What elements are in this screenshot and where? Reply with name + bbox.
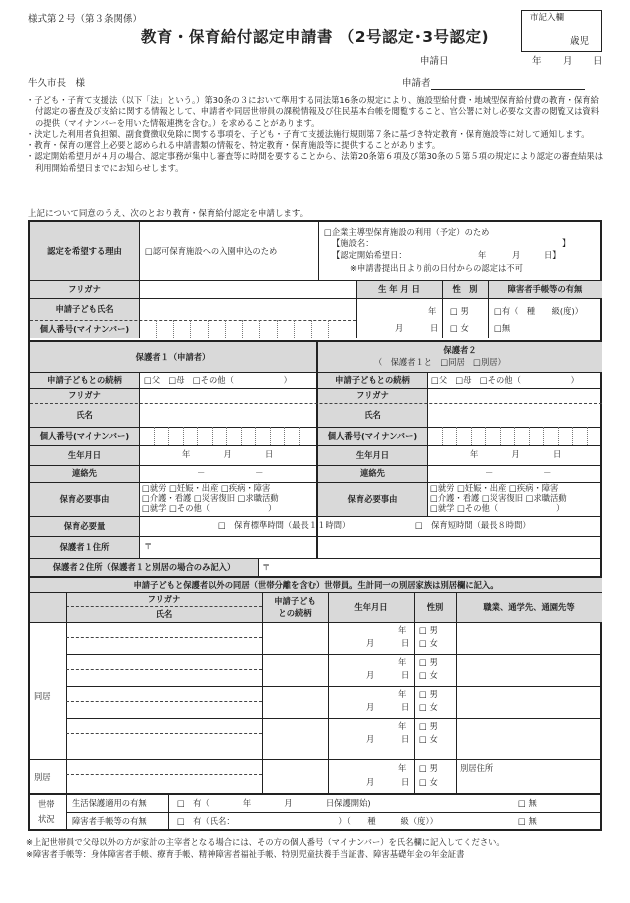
g1-reason-line1[interactable]: □就労 □妊娠・出産 □疾病・障害	[142, 483, 271, 493]
guardian1-title: 保護者１（申請者）	[135, 351, 211, 362]
g1-relation-options[interactable]: □父 □母 □その他（ ）	[144, 375, 292, 385]
child-birth-year[interactable]: 年	[428, 306, 437, 316]
member-birth-month[interactable]: 月	[366, 638, 375, 648]
g2-birth-value[interactable]: 年 月 日	[470, 449, 562, 459]
vline	[262, 592, 263, 794]
situation-label-2: 状況	[38, 814, 55, 824]
vline	[442, 280, 443, 338]
reason-option-company[interactable]: □企業主導型保育施設の利用（予定）のため	[324, 227, 490, 237]
separate-birth-day[interactable]: 日	[401, 777, 410, 787]
hline	[30, 465, 602, 466]
care-amount-label: 保育必要量	[63, 520, 106, 531]
g2-contact-label: 連絡先	[360, 468, 385, 479]
vline	[66, 592, 67, 794]
member-birth-year[interactable]: 年	[398, 657, 407, 667]
hline	[66, 606, 262, 607]
vline	[139, 372, 140, 516]
g2-reason-label: 保育必要事由	[347, 493, 398, 504]
member-birth-year[interactable]: 年	[398, 689, 407, 699]
date-month[interactable]: 月	[563, 56, 573, 67]
household-header: 申請子どもと保護者以外の同居（世帯分離を含む）世帯員。生計同一の別居家族は別居欄に記入。	[133, 579, 499, 590]
digit-cell[interactable]	[485, 427, 486, 445]
note-item: ・子ども・子育て支援法（以下「法」という。）第30条の３において準用する同法第16条の規定により、施設型給付費・地域型保育給付費の教育・保育給付認定の審査及び支給に関する情報として、申請者や同居世帯員の課税情報及び住民基本台帳を閲覧すること、官公署に対し必要な文書の閲覧又は資料の提供（マイナンバーを用いた情報連携を含む。）を求めることがあります。	[26, 95, 600, 128]
g2-mynumber-label: 個人番号(マイナンバー)	[327, 430, 418, 441]
digit-cell[interactable]	[226, 427, 227, 445]
child-gender-label: 性 別	[452, 283, 478, 294]
g2-contact-value[interactable]: － －	[485, 468, 552, 478]
start-date-note: ※申請書提出日より前の日付からの認定は不可	[350, 263, 523, 273]
member-birth-day[interactable]: 日	[401, 734, 410, 744]
g1-birth-label: 生年月日	[67, 449, 102, 460]
member-gender-male[interactable]: □ 男	[419, 721, 438, 731]
separate-gender-female[interactable]: □ 女	[419, 777, 438, 787]
hline	[66, 654, 602, 655]
vline	[139, 222, 140, 280]
digit-cell[interactable]	[587, 427, 588, 445]
note-item: ・認定開始希望月が４月の場合、認定事務が集中し審査等に時間を要することから、法第20条第６項及び第30条の５第５項の規定により認定の審査結果は利用開始希望日までにお知らせします。	[26, 151, 604, 173]
application-table	[28, 220, 602, 831]
child-furigana-label: フリガナ	[68, 283, 101, 294]
vline	[356, 280, 357, 338]
member-birth-month[interactable]: 月	[366, 702, 375, 712]
addressee: 牛久市長 様	[28, 78, 86, 89]
footer-note: ※上記世帯員で父母以外の方が家計の主宰者となる場合には、その方の個人番号（マイナンバー）を氏名欄に記入してください。	[26, 837, 505, 847]
disability-yes[interactable]: □ 有（氏名： ）（ 種 級（度））	[177, 816, 438, 826]
welfare-no[interactable]: □ 無	[518, 798, 537, 808]
child-gender-female[interactable]: □ 女	[450, 323, 469, 333]
digit-cell[interactable]	[558, 427, 559, 445]
hline	[30, 298, 602, 299]
g2-relation-label: 申請子どもとの続柄	[335, 374, 410, 385]
member-gender-female[interactable]: □ 女	[419, 734, 438, 744]
reason-label: 認定を希望する理由	[47, 245, 122, 256]
form-number: 様式第２号（第３条関係）	[28, 14, 143, 25]
city-entry-label: 市記入欄	[530, 13, 565, 23]
child-disability-no[interactable]: □無	[494, 323, 511, 333]
digit-cell[interactable]	[543, 427, 544, 445]
page-title: 教育・保育給付認定申請書 （2号認定･3号認定)	[140, 28, 490, 46]
digit-cell[interactable]	[284, 427, 285, 445]
child-birth-label: 生 年 月 日	[378, 283, 420, 294]
hline	[66, 686, 602, 687]
digit-cell[interactable]	[572, 427, 573, 445]
household-col-furigana: フリガナ	[147, 593, 181, 604]
vline	[66, 795, 67, 831]
city-entry-box	[521, 10, 602, 52]
hline	[66, 733, 262, 734]
digit-cell[interactable]	[255, 427, 256, 445]
child-birth-month[interactable]: 月	[395, 323, 404, 333]
digit-cell[interactable]	[212, 427, 213, 445]
g2-relation-options[interactable]: □父 □母 □その他（ ）	[431, 375, 579, 385]
vline	[488, 280, 489, 338]
address2-postal-mark[interactable]: 〒	[262, 562, 271, 572]
g1-reason-label: 保育必要事由	[59, 493, 110, 504]
child-birth-day[interactable]: 日	[430, 323, 439, 333]
applicant-label: 申請者	[402, 78, 431, 89]
hline	[66, 669, 262, 670]
digit-cell[interactable]	[168, 427, 169, 445]
separate-gender-male[interactable]: □ 男	[419, 763, 438, 773]
g1-relation-label: 申請子どもとの続柄	[47, 374, 122, 385]
member-gender-male[interactable]: □ 男	[419, 689, 438, 699]
member-gender-female[interactable]: □ 女	[419, 638, 438, 648]
g1-contact-value[interactable]: － －	[197, 468, 264, 478]
disability-no[interactable]: □ 無	[518, 816, 537, 826]
hline	[66, 701, 262, 702]
consent-notes	[26, 95, 606, 174]
lead-sentence: 上記について同意のうえ、次のとおり教育・保育給付認定を申請します。	[28, 209, 309, 219]
digit-cell[interactable]	[442, 427, 443, 445]
hline	[30, 388, 602, 389]
disability-label: 障害者手帳等の有無	[72, 816, 147, 826]
applicant-input-line[interactable]	[431, 80, 585, 90]
vline	[139, 516, 140, 558]
household-col-relation-2: との続柄	[278, 607, 312, 618]
care-short-option[interactable]: □ 保育短時間（最長８時間）	[415, 520, 531, 530]
g2-name-label: 氏名	[364, 409, 381, 420]
child-name-label: 申請子ども氏名	[55, 303, 114, 314]
vline	[168, 795, 169, 831]
separate-label: 別居	[34, 772, 51, 782]
digit-cell[interactable]	[294, 320, 295, 338]
hline	[66, 718, 602, 719]
digit-cell[interactable]	[471, 427, 472, 445]
vline	[427, 372, 428, 516]
address2-label: 保護者２住所（保護者１と別居の場合のみ記入）	[52, 561, 236, 572]
member-gender-male[interactable]: □ 男	[419, 625, 438, 635]
household-col-work: 職業、通学先、通園先等	[483, 601, 575, 612]
hline	[30, 427, 602, 428]
digit-cell[interactable]	[299, 427, 300, 445]
hline	[30, 622, 602, 623]
member-birth-day[interactable]: 日	[401, 638, 410, 648]
g2-reason-line2[interactable]: □介護・看護 □災害復旧 □求職活動	[430, 493, 567, 503]
child-disability-label: 障害者手帳等の有無	[507, 283, 583, 294]
digit-cell[interactable]	[270, 427, 271, 445]
digit-cell[interactable]	[456, 427, 457, 445]
separate-birth-month[interactable]: 月	[366, 777, 375, 787]
digit-cell[interactable]	[500, 427, 501, 445]
digit-cell[interactable]	[190, 320, 191, 338]
member-birth-day[interactable]: 日	[401, 702, 410, 712]
hline	[30, 793, 602, 795]
guardian2-cohabit[interactable]: （ 保護者１と □同居 □別居）	[374, 357, 506, 367]
hline	[66, 774, 262, 775]
child-mynumber-label: 個人番号(マイナンバー)	[39, 323, 130, 334]
facility-name-label: 【施設名：	[332, 238, 374, 248]
digit-cell[interactable]	[328, 320, 329, 338]
member-birth-month[interactable]: 月	[366, 670, 375, 680]
member-gender-female[interactable]: □ 女	[419, 670, 438, 680]
digit-cell[interactable]	[197, 427, 198, 445]
g1-furigana-label: フリガナ	[68, 390, 101, 401]
digit-cell[interactable]	[259, 320, 260, 338]
separate-birth-year[interactable]: 年	[398, 763, 407, 773]
vline	[258, 558, 259, 576]
digit-cell[interactable]	[208, 320, 209, 338]
footer-notes	[26, 836, 616, 860]
digit-cell[interactable]	[277, 320, 278, 338]
g2-reason-line3[interactable]: □就学 □その他（ ）	[430, 503, 565, 513]
start-date-month[interactable]: 月	[512, 250, 521, 260]
digit-cell[interactable]	[242, 320, 243, 338]
address1-postal-mark[interactable]: 〒	[144, 541, 153, 551]
g1-name-label: 氏名	[76, 409, 93, 420]
hline	[30, 320, 356, 321]
g2-furigana-label: フリガナ	[356, 390, 389, 401]
footer-note: ※障害者手帳等：身体障害者手帳、療育手帳、精神障害者福祉手帳、特別児童扶養手当証書、障害基礎年金の年金証書	[26, 849, 465, 860]
note-item: ・決定した利用者負担額、副食費徴収免除に関する事項を、子ども・子育て支援法施行規則第７条に基づき特定教育・保育施設等に対して通知します。	[26, 128, 590, 139]
vline	[318, 222, 319, 280]
welfare-label: 生活保護適用の有無	[72, 798, 147, 808]
digit-cell[interactable]	[225, 320, 226, 338]
member-gender-female[interactable]: □ 女	[419, 702, 438, 712]
hline	[30, 482, 602, 483]
date-year[interactable]: 年	[532, 56, 542, 67]
vline	[328, 592, 329, 794]
start-date-year[interactable]: 年	[478, 250, 487, 260]
g2-birth-label: 生年月日	[355, 449, 390, 460]
household-col-gender: 性別	[426, 601, 444, 612]
start-date-label: 【認定開始希望日：	[332, 250, 407, 260]
cohabit-label: 同居	[34, 691, 51, 701]
hline	[66, 812, 602, 813]
separate-address-label: 別居住所	[460, 763, 494, 773]
age-class-field[interactable]: 歳児	[569, 36, 589, 48]
start-date-day[interactable]: 日】	[544, 250, 561, 260]
vline	[414, 592, 415, 794]
g1-birth-value[interactable]: 年 月 日	[182, 449, 274, 459]
digit-cell[interactable]	[311, 320, 312, 338]
facility-name-end: 】	[562, 238, 571, 248]
vline	[456, 592, 457, 794]
digit-cell[interactable]	[241, 427, 242, 445]
welfare-yes[interactable]: □ 有（ 年 月 日保護開始)	[177, 798, 371, 808]
member-birth-day[interactable]: 日	[401, 670, 410, 680]
hline	[30, 759, 602, 760]
digit-cell[interactable]	[154, 427, 155, 445]
date-day[interactable]: 日	[593, 56, 603, 67]
applicant-line[interactable]	[402, 78, 585, 90]
child-disability-yes[interactable]: □有（ 種 級(度)）	[494, 306, 583, 316]
member-gender-male[interactable]: □ 男	[419, 657, 438, 667]
hline	[66, 637, 262, 638]
hline	[30, 445, 602, 446]
application-date-label: 申請日	[420, 56, 449, 67]
g1-mynumber-label: 個人番号(マイナンバー)	[39, 430, 130, 441]
child-gender-male[interactable]: □ 男	[450, 306, 469, 316]
household-col-birth: 生年月日	[354, 601, 388, 612]
vline	[139, 280, 140, 338]
g1-reason-line3[interactable]: □就学 □その他（ ）	[142, 503, 277, 513]
member-birth-month[interactable]: 月	[366, 734, 375, 744]
member-birth-year[interactable]: 年	[398, 625, 407, 635]
g1-contact-label: 連絡先	[72, 468, 97, 479]
digit-cell[interactable]	[514, 427, 515, 445]
guardian2-title: 保護者２	[443, 344, 477, 355]
digit-cell[interactable]	[156, 320, 157, 338]
g2-reason-line1[interactable]: □就労 □妊娠・出産 □疾病・障害	[430, 483, 559, 493]
digit-cell[interactable]	[529, 427, 530, 445]
care-standard-option[interactable]: □ 保育標準時間（最長１１時間）	[218, 520, 351, 530]
reason-option-nursery[interactable]: □認可保育施設への入園申込のため	[145, 246, 278, 256]
member-birth-year[interactable]: 年	[398, 721, 407, 731]
note-item: ・教育・保育の運営上必要と認められる申請書類の情報を、特定教育・保育施設等に提供することがあります。	[26, 140, 441, 151]
digit-cell[interactable]	[173, 320, 174, 338]
address1-label: 保護者１住所	[59, 541, 110, 552]
situation-label-1: 世帯	[38, 799, 55, 809]
hline	[30, 403, 602, 404]
household-col-relation-1: 申請子ども	[274, 595, 316, 606]
g1-reason-line2[interactable]: □介護・看護 □災害復旧 □求職活動	[142, 493, 279, 503]
household-col-name: 氏名	[155, 608, 173, 619]
digit-cell[interactable]	[183, 427, 184, 445]
